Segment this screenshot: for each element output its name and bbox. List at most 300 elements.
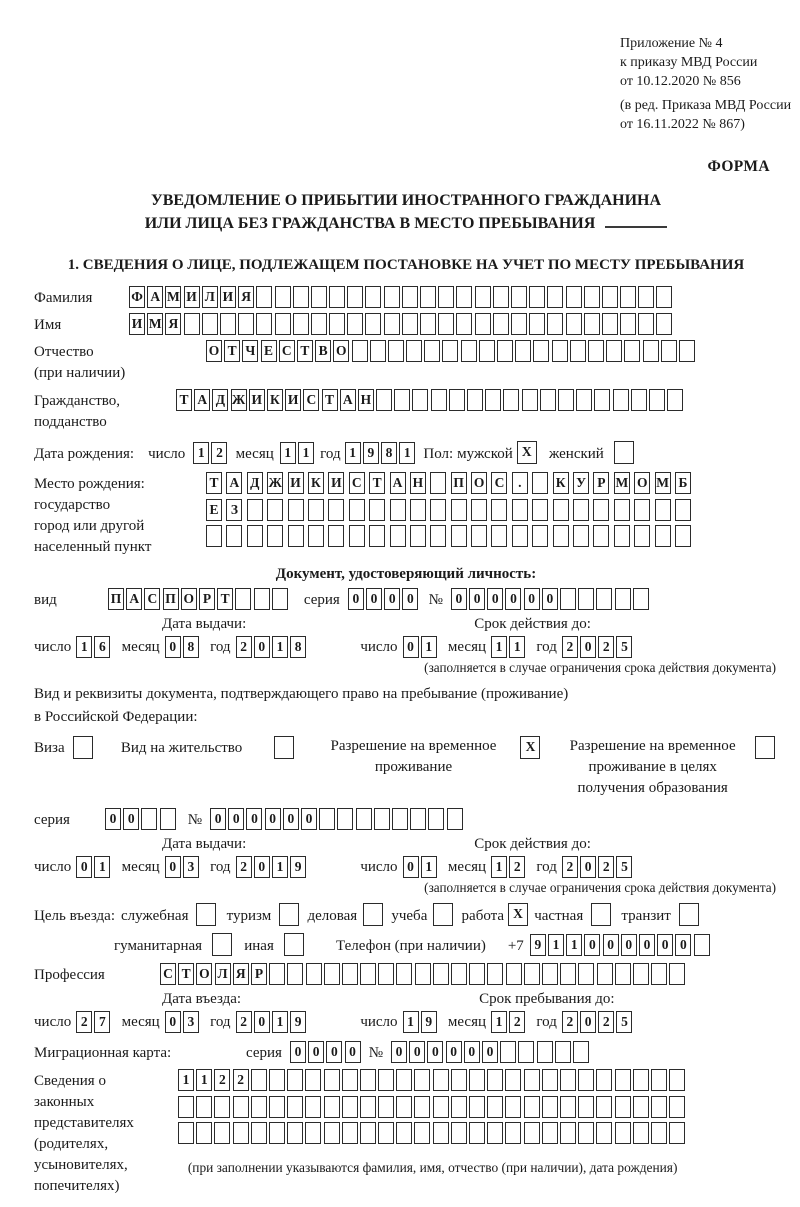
- char-box[interactable]: [469, 1122, 485, 1144]
- char-box[interactable]: [522, 389, 538, 411]
- char-box[interactable]: [491, 525, 507, 547]
- char-box[interactable]: [431, 389, 447, 411]
- phone-input[interactable]: [530, 934, 712, 956]
- char-box[interactable]: [634, 525, 650, 547]
- char-box[interactable]: 0: [345, 1041, 361, 1063]
- char-box[interactable]: 2: [236, 1011, 252, 1033]
- char-box[interactable]: [602, 286, 618, 308]
- char-box[interactable]: В: [315, 340, 331, 362]
- char-box[interactable]: [396, 1122, 412, 1144]
- char-box[interactable]: [178, 1122, 194, 1144]
- char-box[interactable]: [272, 588, 288, 610]
- char-box[interactable]: [328, 499, 344, 521]
- char-box[interactable]: [410, 499, 426, 521]
- char-box[interactable]: [390, 499, 406, 521]
- char-box[interactable]: [451, 1096, 467, 1118]
- char-box[interactable]: Ж: [231, 389, 247, 411]
- purpose-study-checkbox[interactable]: [433, 903, 455, 926]
- char-box[interactable]: 0: [301, 808, 317, 830]
- char-box[interactable]: [655, 499, 671, 521]
- char-box[interactable]: 0: [542, 588, 558, 610]
- char-box[interactable]: И: [328, 472, 344, 494]
- char-box[interactable]: [524, 1096, 540, 1118]
- char-box[interactable]: 0: [639, 934, 655, 956]
- entry-year-input[interactable]: [236, 1011, 309, 1033]
- char-box[interactable]: А: [194, 389, 210, 411]
- char-box[interactable]: [633, 963, 649, 985]
- char-box[interactable]: К: [308, 472, 324, 494]
- char-box[interactable]: [614, 499, 630, 521]
- char-box[interactable]: И: [220, 286, 236, 308]
- char-box[interactable]: [694, 934, 710, 956]
- char-box[interactable]: [487, 1122, 503, 1144]
- char-box[interactable]: М: [147, 313, 163, 335]
- char-box[interactable]: [226, 525, 242, 547]
- char-box[interactable]: [532, 525, 548, 547]
- char-box[interactable]: [329, 286, 345, 308]
- char-box[interactable]: Р: [593, 472, 609, 494]
- char-box[interactable]: 0: [265, 808, 281, 830]
- char-box[interactable]: Т: [297, 340, 313, 362]
- char-box[interactable]: 0: [482, 1041, 498, 1063]
- char-box[interactable]: [394, 389, 410, 411]
- char-box[interactable]: [275, 313, 291, 335]
- char-box[interactable]: [573, 499, 589, 521]
- char-box[interactable]: [560, 588, 576, 610]
- residence-permit-checkbox[interactable]: [274, 736, 296, 759]
- char-box[interactable]: Б: [675, 472, 691, 494]
- char-box[interactable]: 0: [427, 1041, 443, 1063]
- char-box[interactable]: 1: [298, 442, 314, 464]
- char-box[interactable]: [679, 903, 699, 926]
- char-box[interactable]: [487, 1096, 503, 1118]
- char-box[interactable]: [518, 1041, 534, 1063]
- char-box[interactable]: [597, 963, 613, 985]
- char-box[interactable]: [451, 1122, 467, 1144]
- char-box[interactable]: X: [508, 903, 528, 926]
- char-box[interactable]: Д: [247, 472, 263, 494]
- birth-day-input[interactable]: [193, 442, 229, 464]
- char-box[interactable]: С: [491, 472, 507, 494]
- id-issue-month-input[interactable]: [165, 636, 201, 658]
- mig-number-input[interactable]: [391, 1041, 591, 1063]
- stay-month-input[interactable]: [491, 1011, 527, 1033]
- char-box[interactable]: [615, 963, 631, 985]
- char-box[interactable]: 6: [94, 636, 110, 658]
- char-box[interactable]: 0: [254, 856, 270, 878]
- char-box[interactable]: 0: [580, 636, 596, 658]
- char-box[interactable]: [576, 389, 592, 411]
- char-box[interactable]: [491, 499, 507, 521]
- char-box[interactable]: [433, 963, 449, 985]
- char-box[interactable]: 8: [183, 636, 199, 658]
- char-box[interactable]: [370, 340, 386, 362]
- char-box[interactable]: О: [196, 963, 212, 985]
- char-box[interactable]: А: [390, 472, 406, 494]
- char-box[interactable]: 1: [196, 1069, 212, 1091]
- char-box[interactable]: Н: [410, 472, 426, 494]
- char-box[interactable]: [591, 903, 611, 926]
- char-box[interactable]: [256, 286, 272, 308]
- char-box[interactable]: [613, 389, 629, 411]
- char-box[interactable]: Л: [215, 963, 231, 985]
- char-box[interactable]: 0: [290, 1041, 306, 1063]
- id-issue-year-input[interactable]: [236, 636, 309, 658]
- char-box[interactable]: И: [249, 389, 265, 411]
- id-valid-day-input[interactable]: [403, 636, 439, 658]
- char-box[interactable]: [420, 313, 436, 335]
- char-box[interactable]: [633, 588, 649, 610]
- char-box[interactable]: [497, 340, 513, 362]
- char-box[interactable]: М: [614, 472, 630, 494]
- char-box[interactable]: [532, 499, 548, 521]
- char-box[interactable]: [349, 525, 365, 547]
- char-box[interactable]: 0: [451, 588, 467, 610]
- char-box[interactable]: И: [288, 472, 304, 494]
- char-box[interactable]: [560, 1122, 576, 1144]
- char-box[interactable]: 8: [290, 636, 306, 658]
- char-box[interactable]: [420, 286, 436, 308]
- char-box[interactable]: [620, 313, 636, 335]
- char-box[interactable]: 0: [603, 934, 619, 956]
- char-box[interactable]: [433, 1069, 449, 1091]
- char-box[interactable]: [552, 340, 568, 362]
- char-box[interactable]: 0: [165, 1011, 181, 1033]
- char-box[interactable]: [184, 313, 200, 335]
- entry-month-input[interactable]: [165, 1011, 201, 1033]
- char-box[interactable]: Т: [178, 963, 194, 985]
- char-box[interactable]: [288, 525, 304, 547]
- char-box[interactable]: [424, 340, 440, 362]
- birth-place-row2-input[interactable]: [206, 499, 695, 521]
- char-box[interactable]: [467, 389, 483, 411]
- char-box[interactable]: 9: [290, 856, 306, 878]
- char-box[interactable]: Ж: [267, 472, 283, 494]
- char-box[interactable]: [406, 340, 422, 362]
- char-box[interactable]: [593, 499, 609, 521]
- char-box[interactable]: 9: [290, 1011, 306, 1033]
- char-box[interactable]: [251, 1122, 267, 1144]
- char-box[interactable]: [328, 525, 344, 547]
- char-box[interactable]: [475, 286, 491, 308]
- doc-number-input[interactable]: [451, 588, 651, 610]
- char-box[interactable]: [656, 313, 672, 335]
- char-box[interactable]: [235, 588, 251, 610]
- char-box[interactable]: [638, 313, 654, 335]
- char-box[interactable]: [542, 963, 558, 985]
- char-box[interactable]: 1: [178, 1069, 194, 1091]
- res-issue-year-input[interactable]: [236, 856, 309, 878]
- char-box[interactable]: Р: [251, 963, 267, 985]
- char-box[interactable]: [390, 525, 406, 547]
- char-box[interactable]: 1: [345, 442, 361, 464]
- id-issue-day-input[interactable]: [76, 636, 112, 658]
- res-valid-day-input[interactable]: [403, 856, 439, 878]
- char-box[interactable]: С: [303, 389, 319, 411]
- char-box[interactable]: [378, 963, 394, 985]
- char-box[interactable]: Л: [202, 286, 218, 308]
- char-box[interactable]: [388, 340, 404, 362]
- char-box[interactable]: [500, 1041, 516, 1063]
- char-box[interactable]: [584, 313, 600, 335]
- char-box[interactable]: [661, 340, 677, 362]
- char-box[interactable]: [487, 963, 503, 985]
- char-box[interactable]: 1: [509, 636, 525, 658]
- char-box[interactable]: [631, 389, 647, 411]
- char-box[interactable]: 1: [491, 636, 507, 658]
- char-box[interactable]: [614, 525, 630, 547]
- char-box[interactable]: [615, 1069, 631, 1091]
- char-box[interactable]: П: [451, 472, 467, 494]
- char-box[interactable]: [369, 525, 385, 547]
- char-box[interactable]: 1: [193, 442, 209, 464]
- char-box[interactable]: [667, 389, 683, 411]
- char-box[interactable]: [469, 1069, 485, 1091]
- char-box[interactable]: [284, 933, 304, 956]
- purpose-private-checkbox[interactable]: [591, 903, 613, 926]
- char-box[interactable]: [305, 1122, 321, 1144]
- char-box[interactable]: К: [553, 472, 569, 494]
- citizenship-input[interactable]: [176, 389, 685, 411]
- char-box[interactable]: [651, 1069, 667, 1091]
- char-box[interactable]: 2: [562, 856, 578, 878]
- char-box[interactable]: [553, 525, 569, 547]
- char-box[interactable]: [378, 1069, 394, 1091]
- char-box[interactable]: [196, 903, 216, 926]
- char-box[interactable]: И: [184, 286, 200, 308]
- char-box[interactable]: [342, 1069, 358, 1091]
- char-box[interactable]: [633, 1069, 649, 1091]
- char-box[interactable]: [369, 499, 385, 521]
- char-box[interactable]: [461, 340, 477, 362]
- char-box[interactable]: [233, 1096, 249, 1118]
- char-box[interactable]: [479, 340, 495, 362]
- char-box[interactable]: [269, 1122, 285, 1144]
- char-box[interactable]: Т: [217, 588, 233, 610]
- purpose-work-checkbox[interactable]: [508, 903, 530, 926]
- char-box[interactable]: [267, 525, 283, 547]
- char-box[interactable]: [410, 525, 426, 547]
- doc-series-input[interactable]: [348, 588, 421, 610]
- char-box[interactable]: [529, 286, 545, 308]
- char-box[interactable]: 2: [236, 856, 252, 878]
- char-box[interactable]: [433, 903, 453, 926]
- char-box[interactable]: [533, 340, 549, 362]
- char-box[interactable]: [73, 736, 93, 759]
- char-box[interactable]: [633, 1122, 649, 1144]
- char-box[interactable]: 5: [616, 636, 632, 658]
- char-box[interactable]: [542, 1069, 558, 1091]
- char-box[interactable]: 1: [421, 636, 437, 658]
- char-box[interactable]: 0: [308, 1041, 324, 1063]
- char-box[interactable]: Я: [238, 286, 254, 308]
- char-box[interactable]: З: [226, 499, 242, 521]
- sex-male-checkbox[interactable]: [517, 441, 539, 464]
- char-box[interactable]: [324, 1096, 340, 1118]
- char-box[interactable]: [634, 499, 650, 521]
- char-box[interactable]: 0: [165, 636, 181, 658]
- stay-year-input[interactable]: [562, 1011, 635, 1033]
- temp-residence-edu-checkbox[interactable]: [755, 736, 777, 759]
- char-box[interactable]: [578, 588, 594, 610]
- char-box[interactable]: 0: [228, 808, 244, 830]
- birth-place-row1-input[interactable]: [206, 472, 695, 494]
- char-box[interactable]: [287, 1122, 303, 1144]
- profession-input[interactable]: [160, 963, 687, 985]
- char-box[interactable]: Т: [206, 472, 222, 494]
- char-box[interactable]: [360, 1096, 376, 1118]
- char-box[interactable]: 2: [562, 636, 578, 658]
- char-box[interactable]: [442, 340, 458, 362]
- char-box[interactable]: [655, 525, 671, 547]
- char-box[interactable]: [451, 963, 467, 985]
- char-box[interactable]: С: [279, 340, 295, 362]
- char-box[interactable]: [615, 1096, 631, 1118]
- char-box[interactable]: [275, 286, 291, 308]
- char-box[interactable]: [471, 525, 487, 547]
- char-box[interactable]: 5: [616, 1011, 632, 1033]
- char-box[interactable]: 2: [598, 1011, 614, 1033]
- char-box[interactable]: 2: [598, 636, 614, 658]
- char-box[interactable]: [651, 1122, 667, 1144]
- res-issue-day-input[interactable]: [76, 856, 112, 878]
- char-box[interactable]: [342, 1122, 358, 1144]
- char-box[interactable]: [542, 1122, 558, 1144]
- char-box[interactable]: [247, 499, 263, 521]
- char-box[interactable]: О: [206, 340, 222, 362]
- legal-reps-row3-input[interactable]: [178, 1122, 687, 1144]
- char-box[interactable]: [560, 1069, 576, 1091]
- char-box[interactable]: [305, 1069, 321, 1091]
- char-box[interactable]: [396, 963, 412, 985]
- char-box[interactable]: [469, 963, 485, 985]
- char-box[interactable]: [506, 963, 522, 985]
- char-box[interactable]: [251, 1069, 267, 1091]
- char-box[interactable]: [755, 736, 775, 759]
- res-valid-month-input[interactable]: [491, 856, 527, 878]
- char-box[interactable]: [269, 963, 285, 985]
- char-box[interactable]: [430, 499, 446, 521]
- char-box[interactable]: [449, 389, 465, 411]
- char-box[interactable]: [602, 313, 618, 335]
- char-box[interactable]: 0: [505, 588, 521, 610]
- char-box[interactable]: [396, 1069, 412, 1091]
- char-box[interactable]: 1: [399, 442, 415, 464]
- char-box[interactable]: П: [108, 588, 124, 610]
- mig-series-input[interactable]: [290, 1041, 363, 1063]
- char-box[interactable]: 1: [403, 1011, 419, 1033]
- char-box[interactable]: [456, 286, 472, 308]
- char-box[interactable]: [352, 340, 368, 362]
- char-box[interactable]: 0: [403, 636, 419, 658]
- char-box[interactable]: [675, 525, 691, 547]
- char-box[interactable]: [578, 1122, 594, 1144]
- char-box[interactable]: 0: [402, 588, 418, 610]
- char-box[interactable]: [505, 1096, 521, 1118]
- char-box[interactable]: [402, 286, 418, 308]
- char-box[interactable]: 2: [509, 856, 525, 878]
- char-box[interactable]: [324, 963, 340, 985]
- char-box[interactable]: [376, 389, 392, 411]
- char-box[interactable]: [566, 286, 582, 308]
- char-box[interactable]: [471, 499, 487, 521]
- char-box[interactable]: А: [126, 588, 142, 610]
- char-box[interactable]: [593, 525, 609, 547]
- char-box[interactable]: [596, 588, 612, 610]
- char-box[interactable]: 0: [584, 934, 600, 956]
- doc-kind-input[interactable]: [108, 588, 290, 610]
- char-box[interactable]: [573, 525, 589, 547]
- char-box[interactable]: [524, 1069, 540, 1091]
- char-box[interactable]: [287, 963, 303, 985]
- stay-day-input[interactable]: [403, 1011, 439, 1033]
- char-box[interactable]: [347, 313, 363, 335]
- char-box[interactable]: О: [181, 588, 197, 610]
- char-box[interactable]: [396, 1096, 412, 1118]
- char-box[interactable]: [487, 1069, 503, 1091]
- char-box[interactable]: [594, 389, 610, 411]
- char-box[interactable]: [414, 1069, 430, 1091]
- char-box[interactable]: 0: [464, 1041, 480, 1063]
- char-box[interactable]: [573, 1041, 589, 1063]
- char-box[interactable]: О: [634, 472, 650, 494]
- char-box[interactable]: 0: [384, 588, 400, 610]
- char-box[interactable]: А: [147, 286, 163, 308]
- char-box[interactable]: [342, 963, 358, 985]
- char-box[interactable]: [430, 525, 446, 547]
- char-box[interactable]: [247, 525, 263, 547]
- char-box[interactable]: Ф: [129, 286, 145, 308]
- char-box[interactable]: 0: [123, 808, 139, 830]
- purpose-tourism-checkbox[interactable]: [279, 903, 301, 926]
- char-box[interactable]: [356, 808, 372, 830]
- char-box[interactable]: [578, 1069, 594, 1091]
- char-box[interactable]: .: [512, 472, 528, 494]
- purpose-official-checkbox[interactable]: [196, 903, 218, 926]
- char-box[interactable]: Т: [224, 340, 240, 362]
- char-box[interactable]: [287, 1069, 303, 1091]
- char-box[interactable]: 0: [469, 588, 485, 610]
- char-box[interactable]: [305, 1096, 321, 1118]
- char-box[interactable]: [414, 1122, 430, 1144]
- char-box[interactable]: [515, 340, 531, 362]
- char-box[interactable]: [438, 313, 454, 335]
- char-box[interactable]: 1: [566, 934, 582, 956]
- char-box[interactable]: [365, 313, 381, 335]
- char-box[interactable]: [311, 313, 327, 335]
- char-box[interactable]: 0: [446, 1041, 462, 1063]
- id-valid-year-input[interactable]: [562, 636, 635, 658]
- char-box[interactable]: 0: [403, 856, 419, 878]
- char-box[interactable]: Ч: [242, 340, 258, 362]
- char-box[interactable]: [433, 1122, 449, 1144]
- char-box[interactable]: [428, 808, 444, 830]
- char-box[interactable]: 2: [214, 1069, 230, 1091]
- given-name-input[interactable]: [129, 313, 675, 335]
- char-box[interactable]: [512, 499, 528, 521]
- char-box[interactable]: [337, 808, 353, 830]
- char-box[interactable]: [578, 1096, 594, 1118]
- char-box[interactable]: [675, 499, 691, 521]
- legal-reps-row2-input[interactable]: [178, 1096, 687, 1118]
- purpose-business-checkbox[interactable]: [363, 903, 385, 926]
- char-box[interactable]: [669, 1069, 685, 1091]
- char-box[interactable]: [456, 313, 472, 335]
- char-box[interactable]: [160, 808, 176, 830]
- char-box[interactable]: [588, 340, 604, 362]
- char-box[interactable]: [196, 1122, 212, 1144]
- char-box[interactable]: О: [471, 472, 487, 494]
